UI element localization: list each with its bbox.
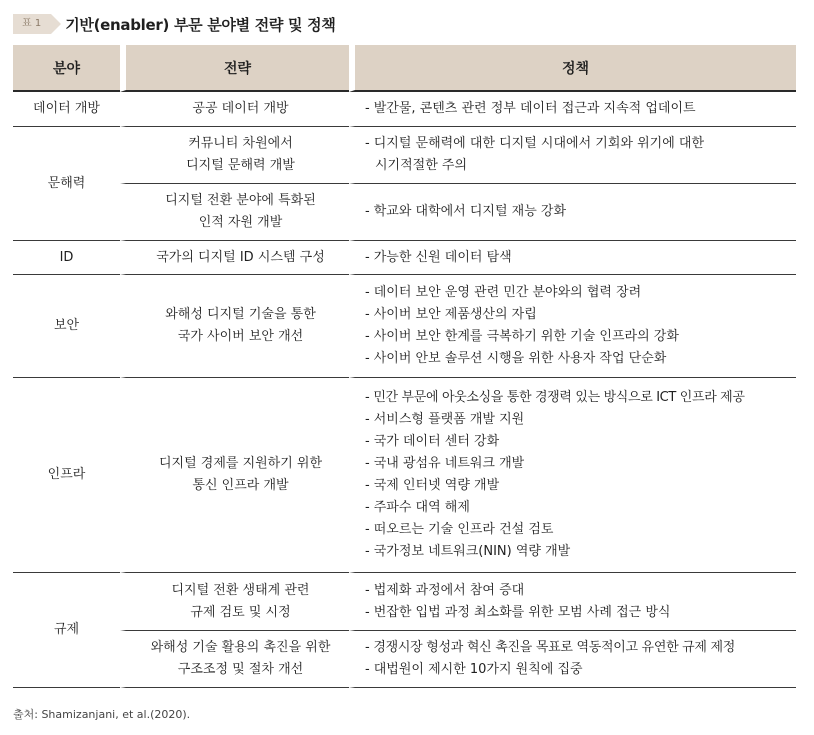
strategy-cell xyxy=(120,184,349,241)
table-row xyxy=(13,573,796,631)
policy-item-continuation: 시기적절한 주의 xyxy=(375,158,468,173)
policy-cell xyxy=(349,127,796,184)
strategy-line: 공공 데이터 개방 xyxy=(192,101,289,116)
policy-item: - 대법원이 제시한 10가지 원칙에 집중 xyxy=(365,662,583,677)
table-title: 기반(enabler) 부문 분야별 전략 및 정책 xyxy=(65,15,336,34)
table-number-tag: 표 1 xyxy=(13,14,51,34)
policy-item: - 법제화 과정에서 참여 증대 xyxy=(365,582,525,598)
policy-cell xyxy=(349,378,796,573)
area-cell: 규제 xyxy=(13,573,120,688)
area-cell: ID xyxy=(13,241,120,275)
policy-item: - 데이터 보안 운영 관련 민간 분야와의 협력 장려 xyxy=(365,285,642,300)
strategy-line: 와해성 기술 활용의 촉진을 위한 xyxy=(150,640,331,655)
strategy-line: 구조조정 및 절차 개선 xyxy=(177,662,304,677)
policy-item: - 서비스형 플랫폼 개발 지원 xyxy=(365,412,525,427)
strategy-line: 통신 인프라 개발 xyxy=(192,478,289,493)
policy-item: - 학교와 대학에서 디지털 재능 강화 xyxy=(365,204,567,219)
policy-item: - 떠오르는 기술 인프라 건설 검토 xyxy=(365,522,554,537)
policy-item: - 가능한 신원 데이터 탐색 xyxy=(365,249,512,265)
policy-item: - 번잡한 입법 과정 최소화를 위한 모범 사례 접근 방식 xyxy=(365,604,671,620)
table-row xyxy=(13,275,796,378)
strategy-cell xyxy=(120,573,349,631)
policy-item: - 디지털 문해력에 대한 디지털 시대에서 기회와 위기에 대한 xyxy=(365,136,705,151)
table-caption xyxy=(13,13,336,35)
table-row xyxy=(13,184,796,241)
strategy-cell xyxy=(120,127,349,184)
policy-item: - 사이버 보안 한계를 극복하기 위한 기술 인프라의 강화 xyxy=(365,329,679,344)
area-cell: 문해력 xyxy=(13,127,120,241)
strategy-line: 디지털 문해력 개발 xyxy=(186,158,295,173)
policy-item: - 민간 부문에 아웃소싱을 통한 경쟁력 있는 방식으로 ICT 인프라 제공 xyxy=(365,390,745,405)
table-row xyxy=(13,378,796,573)
policy-item: - 국제 인터넷 역량 개발 xyxy=(365,478,500,493)
policy-item: - 사이버 안보 솔루션 시행을 위한 사용자 작업 단순화 xyxy=(365,351,667,366)
strategy-cell xyxy=(120,92,349,127)
strategy-line: 인적 자원 개발 xyxy=(198,215,283,230)
area-cell: 데이터 개방 xyxy=(13,92,120,127)
strategy-line: 디지털 전환 생태계 관련 xyxy=(171,582,310,598)
policy-item: - 국가정보 네트워크(NIN) 역량 개발 xyxy=(365,544,571,559)
policy-cell xyxy=(349,92,796,127)
policy-item: - 국내 광섬유 네트워크 개발 xyxy=(365,456,525,471)
area-cell: 보안 xyxy=(13,275,120,378)
source-note: 출처: Shamizanjani, et al.(2020). xyxy=(13,708,191,721)
column-header-area: 분야 xyxy=(13,45,120,92)
column-header-policy: 정책 xyxy=(349,45,796,92)
policy-cell xyxy=(349,184,796,241)
strategy-line: 커뮤니티 차원에서 xyxy=(188,136,293,151)
policy-item: - 발간물, 콘텐츠 관련 정부 데이터 접근과 지속적 업데이트 xyxy=(365,101,696,116)
table-row xyxy=(13,127,796,184)
strategy-line: 규제 검토 및 시정 xyxy=(190,604,291,620)
strategy-policy-table xyxy=(13,45,796,688)
strategy-line: 국가의 디지털 ID 시스템 구성 xyxy=(156,249,325,265)
column-header-strategy: 전략 xyxy=(120,45,349,92)
table-row xyxy=(13,631,796,688)
policy-cell xyxy=(349,241,796,275)
policy-item: - 사이버 보안 제품생산의 자립 xyxy=(365,307,537,322)
policy-item: - 국가 데이터 센터 강화 xyxy=(365,434,500,449)
strategy-line: 국가 사이버 보안 개선 xyxy=(177,329,304,344)
strategy-cell xyxy=(120,631,349,688)
strategy-line: 디지털 전환 분야에 특화된 xyxy=(165,193,316,208)
strategy-cell xyxy=(120,378,349,573)
policy-item: - 경쟁시장 형성과 혁신 촉진을 목표로 역동적이고 유연한 규제 제정 xyxy=(365,640,736,655)
strategy-cell xyxy=(120,241,349,275)
policy-cell xyxy=(349,631,796,688)
area-cell: 인프라 xyxy=(13,378,120,573)
table-header-row xyxy=(13,45,796,92)
strategy-line: 디지털 경제를 지원하기 위한 xyxy=(158,456,323,471)
table-row xyxy=(13,92,796,127)
policy-cell xyxy=(349,573,796,631)
policy-item: - 주파수 대역 해제 xyxy=(365,500,470,515)
table-row xyxy=(13,241,796,275)
strategy-cell xyxy=(120,275,349,378)
policy-cell xyxy=(349,275,796,378)
strategy-line: 와해성 디지털 기술을 통한 xyxy=(165,307,316,322)
